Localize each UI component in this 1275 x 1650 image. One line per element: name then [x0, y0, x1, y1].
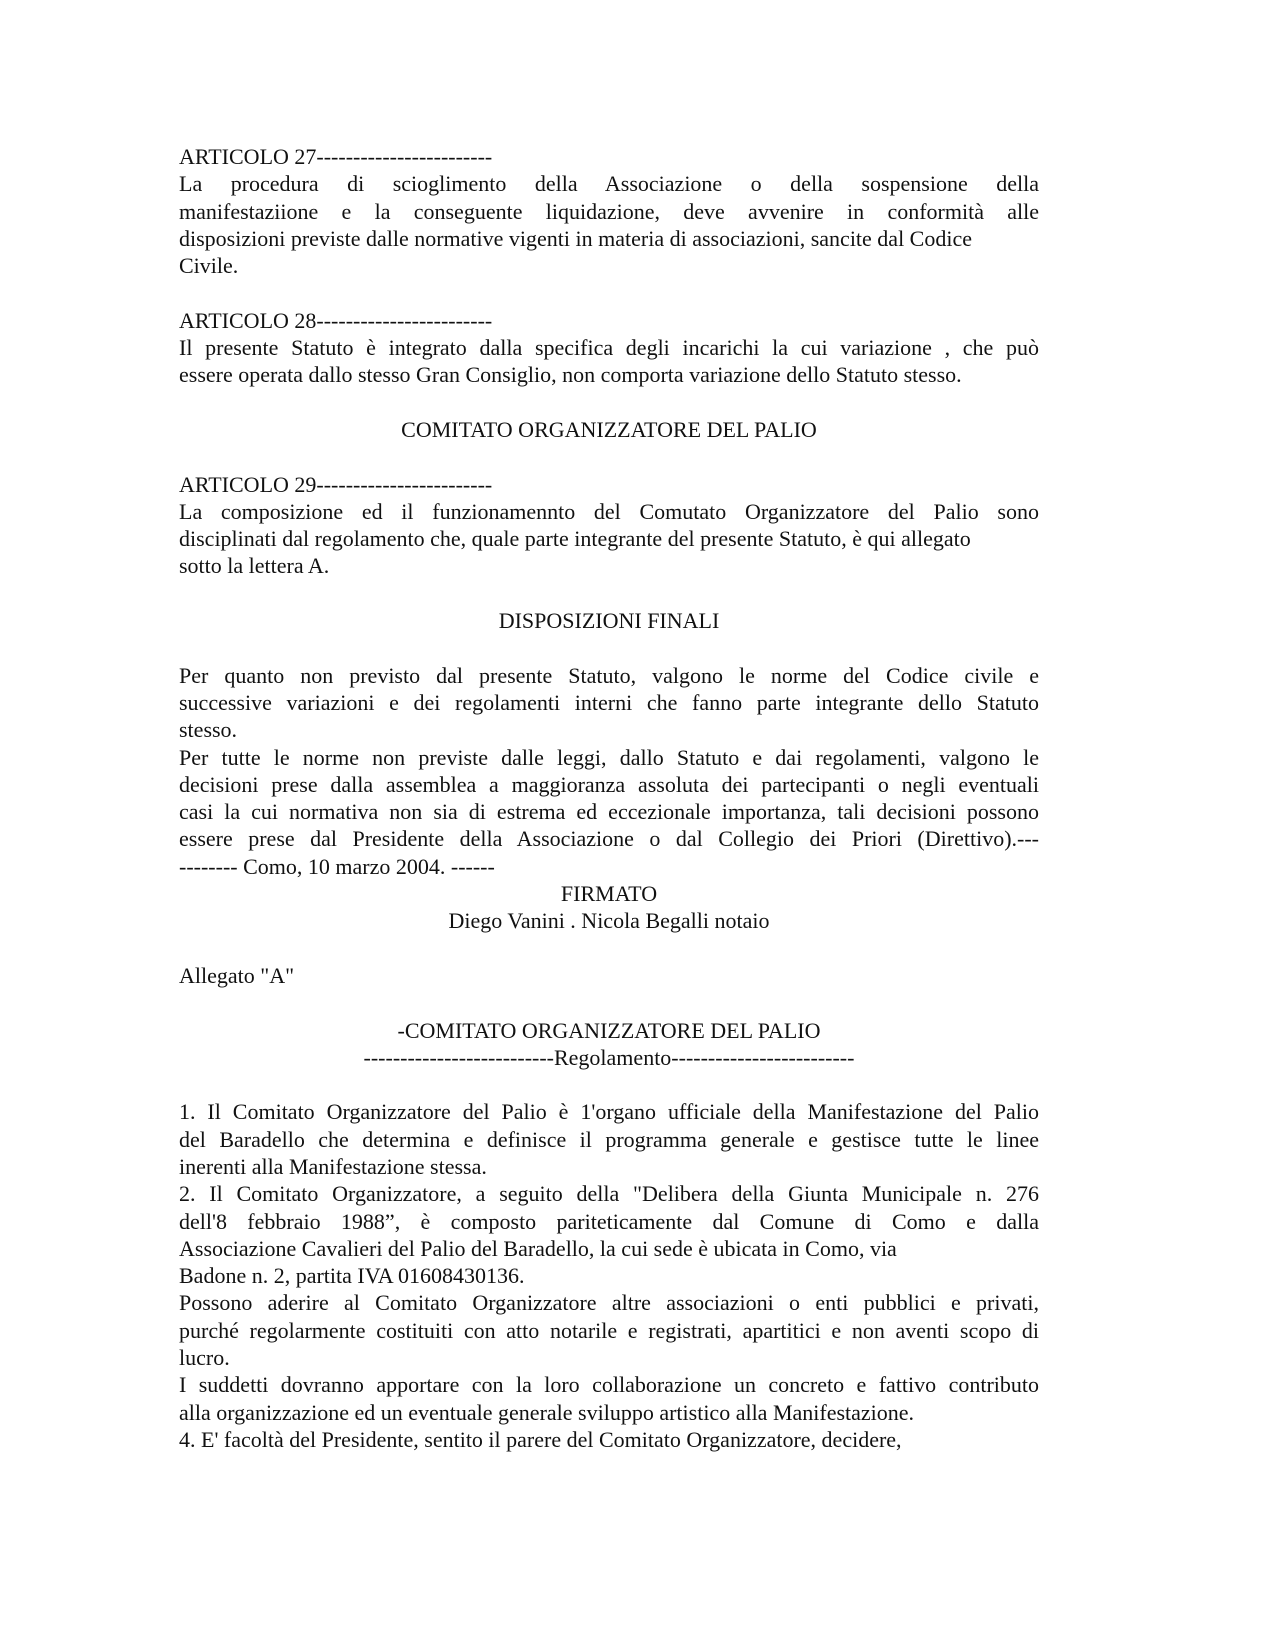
disposizioni-finali — [179, 662, 1039, 880]
paragraph-line: stesso. — [179, 717, 238, 743]
article-text-line: manifestaziione e la conseguente liquidazione, deve avvenire in conformità alle — [179, 198, 1039, 224]
section-heading-disposizioni: DISPOSIZIONI FINALI — [498, 608, 720, 634]
article-text-line: disciplinati dal regolamento che, quale parte integrante del presente Statuto, è qui allegato — [179, 526, 971, 552]
article-29 — [179, 471, 1039, 580]
regolamento-line: lucro. — [179, 1345, 230, 1371]
article-text-line: Civile. — [179, 253, 239, 279]
regolamento-section — [179, 1017, 1039, 1454]
article-text-line: La procedura di scioglimento della Associazione o della sospensione della — [179, 171, 1039, 197]
regolamento-line: dell'8 febbraio 1988”, è composto pariteticamente dal Comune di Como e dalla — [179, 1208, 1039, 1234]
article-heading: ARTICOLO 28------------------------ — [179, 307, 493, 333]
regolamento-title: -COMITATO ORGANIZZATORE DEL PALIO — [397, 1017, 821, 1043]
article-27 — [179, 143, 1039, 279]
paragraph-line: Per tutte le norme non previste dalle leggi, dallo Statuto e dai regolamenti, valgono le — [179, 744, 1039, 770]
document-page — [179, 143, 1039, 1453]
regolamento-line: 1. Il Comitato Organizzatore del Palio è 1'organo ufficiale della Manifestazione del Palio — [179, 1099, 1039, 1125]
article-text-line: essere operata dallo stesso Gran Consiglio, non comporta variazione dello Statuto stesso. — [179, 362, 962, 388]
article-heading: ARTICOLO 27------------------------ — [179, 144, 493, 169]
signature-block — [179, 880, 1039, 935]
paragraph-line: decisioni prese dalla assemblea a maggioranza assoluta dei partecipanti o negli eventuali — [179, 771, 1039, 797]
article-text-line: La composizione ed il funzionamennto del Comutato Organizzatore del Palio sono — [179, 498, 1039, 524]
regolamento-subtitle: --------------------------Regolamento------------------------- — [363, 1044, 855, 1070]
article-text-line: disposizioni previste dalle normative vigenti in materia di associazioni, sancite dal Codice — [179, 225, 972, 251]
allegato-label: Allegato "A" — [179, 962, 295, 988]
signature-names: Diego Vanini . Nicola Begalli notaio — [448, 908, 770, 934]
section-heading-comitato: COMITATO ORGANIZZATORE DEL PALIO — [401, 416, 817, 442]
paragraph-line: essere prese dal Presidente della Associazione o dal Collegio dei Priori (Direttivo).--- — [179, 826, 1039, 852]
regolamento-line: inerenti alla Manifestazione stessa. — [179, 1153, 487, 1179]
regolamento-line: purché regolarmente costituiti con atto notarile e registrati, apartitici e non aventi scopo di — [179, 1317, 1039, 1343]
regolamento-line: Associazione Cavalieri del Palio del Baradello, la cui sede è ubicata in Como, via — [179, 1235, 897, 1261]
article-text-line: sotto la lettera A. — [179, 553, 330, 579]
regolamento-line: del Baradello che determina e definisce il programma generale e gestisce tutte le linee — [179, 1126, 1039, 1152]
regolamento-line: 2. Il Comitato Organizzatore, a seguito della "Delibera della Giunta Municipale n. 276 — [179, 1181, 1039, 1207]
regolamento-line: alla organizzazione ed un eventuale generale sviluppo artistico alla Manifestazione. — [179, 1399, 915, 1425]
article-heading: ARTICOLO 29------------------------ — [179, 471, 493, 497]
article-28 — [179, 307, 1039, 389]
paragraph-line: casi la cui normativa non sia di estrema ed eccezionale importanza, tali decisioni possono — [179, 799, 1039, 825]
article-text-line: Il presente Statuto è integrato dalla specifica degli incarichi la cui variazione , che può — [179, 335, 1039, 361]
signature-label: FIRMATO — [560, 881, 658, 907]
regolamento-line: Badone n. 2, partita IVA 01608430136. — [179, 1263, 525, 1289]
regolamento-line: I suddetti dovranno apportare con la loro collaborazione un concreto e fattivo contributo — [179, 1372, 1039, 1398]
regolamento-line: Possono aderire al Comitato Organizzatore altre associazioni o enti pubblici e privati, — [179, 1290, 1039, 1316]
regolamento-line: 4. E' facoltà del Presidente, sentito il parere del Comitato Organizzatore, decidere, — [179, 1426, 902, 1452]
paragraph-line: successive variazioni e dei regolamenti interni che fanno parte integrante dello Statuto — [179, 689, 1039, 715]
date-line: -------- Como, 10 marzo 2004. ------ — [179, 853, 495, 879]
paragraph-line: Per quanto non previsto dal presente Statuto, valgono le norme del Codice civile e — [179, 662, 1039, 688]
